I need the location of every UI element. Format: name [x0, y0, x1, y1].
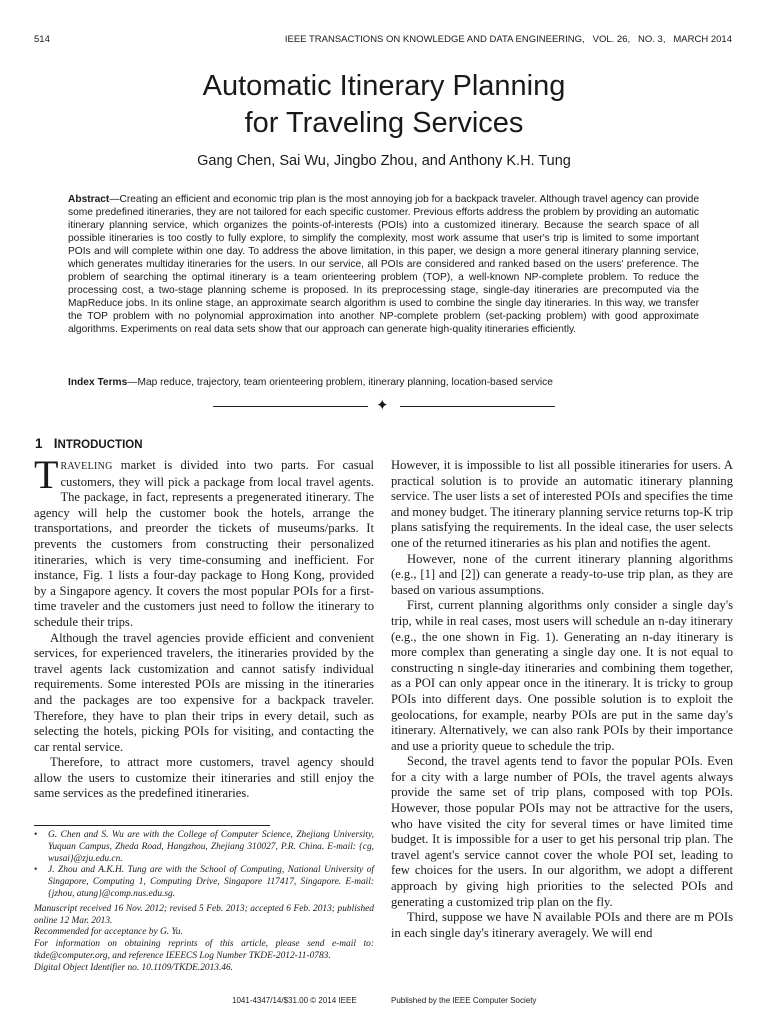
title-line-2: for Traveling Services	[244, 107, 524, 139]
running-header	[34, 34, 732, 48]
section-heading-introduction	[35, 436, 143, 451]
index-terms-text: —Map reduce, trajectory, team orienteering problem, itinerary planning, location-based service	[127, 377, 553, 388]
journal-citation: IEEE TRANSACTIONS ON KNOWLEDGE AND DATA ENGINEERING, VOL. 26, NO. 3, MARCH 2014	[284, 34, 732, 45]
title-line-1: Automatic Itinerary Planning	[202, 70, 566, 102]
recommended-by: Recommended for acceptance by G. Yu.	[34, 927, 183, 938]
reprint-info: For information on obtaining reprints of this article, please send e-mail to: tkde@computer.org, and reference IEEECS Log Number TKDE-2012-11-0783.	[34, 939, 374, 961]
section-title-rest: NTRODUCTION	[57, 439, 143, 451]
index-terms-label: Index Terms	[68, 377, 128, 388]
paragraph: Although the travel agencies provide efficient and convenient services, for experienced travelers, the itineraries provided by the travel agents lack customization and cannot satisfy individual requirements. Some interested POIs are missing in the itineraries and the packages are too expensive for a backpack traveler. Therefore, they have to plan their trips in every detail, such as selecting the hotels, picking POIs for visiting, and contacting the car rental service.	[34, 630, 374, 754]
paragraph	[34, 452, 374, 631]
copyright-line: 1041-4347/14/$31.00 © 2014 IEEE	[232, 996, 357, 1005]
left-column	[34, 452, 374, 802]
paragraph: Third, suppose we have N available POIs and there are m POIs in each single day's itinerary averagely. We will end	[391, 910, 733, 940]
page-number: 514	[34, 34, 50, 45]
footnote-affiliation: • G. Chen and S. Wu are with the College of Computer Science, Zhejiang University, Yuquan Campus, Zheda Road, Hangzhou, Zhejiang 310027, P.R. China. E-mail: {cg, wusai}@zju.edu.cn.	[34, 830, 374, 864]
divider-rule-left	[213, 406, 368, 407]
footnote-affiliation: • J. Zhou and A.K.H. Tung are with the School of Computing, National University of Singapore, Computing 1, Computing Drive, Singapore 117417, Singapore. E-mail: {jzhou, atung}@comp.nus.edu.sg.	[34, 865, 374, 899]
footnote-text: J. Zhou and A.K.H. Tung are with the School of Computing, National University of Singapore, Computing 1, Computing Drive, Singapore 117417, Singapore. E-mail: {jzhou, atung}@comp.nus.edu.sg.	[48, 865, 374, 899]
divider-ornament-icon: ✦	[376, 398, 389, 414]
paragraph: However, it is impossible to list all possible itineraries for users. A practical solution is to provide an automatic itinerary planning service. The user lists a set of interested POIs and specifies the time and money budget. The itinerary planning service returns top-K trip plans satisfying the requirements. In the ideal case, the user selects one of the returned itineraries as his plan and notifies the agent.	[391, 458, 733, 550]
footnotes	[34, 830, 374, 975]
paragraph-text: market is divided into two parts. For casual customers, they will pick a package from local travel agents. The package, in fact, represents a pregenerated itinerary. The agency will help the customer book the hotels, arrange the transportations, and preorder the tickets of museums/parks. It prevents the customers from constructing their personalized itineraries, which is very time-consuming and inefficient. For instance, Fig. 1 lists a four-day package to Hong Kong, provided by a Singapore agency. It covers the most popular POIs for a first-time traveler and the customers just need to follow the itinerary to schedule their trips.	[34, 458, 374, 629]
section-title-initial: I	[53, 436, 58, 451]
abstract-text: —Creating an efficient and economic trip plan is the most annoying job for a backpack traveler. Although travel agency can provide some predefined itineraries, they are not tailored for each specific customer. Previous efforts address the problem by providing an automatic itinerary planning service, which organizes the points-of-interests (POIs) into a customized itinerary. Because the search space of all possible itineraries is too costly to fully explore, to simplify the complexity, most work assume that user's trip is limited to some important POIs and will complete within one day. To address the above limitation, in this paper, we design a more general itinerary planning service, which generates multiday itineraries for the users. In our service, all POIs are considered and ranked based on the users' preference. The problem of searching the optimal itinerary is a team orienteering problem (TOP), a well-known NP-complete problem. To reduce the processing cost, a two-stage planning scheme is proposed. In its preprocessing stage, single-day itineraries are precomputed via the MapReduce jobs. In its online stage, an approximate search algorithm is used to combine the single day itineraries. In this way, we transfer the TOP problem with no polynomial approximation into another NP-complete problem (set-packing problem) with good approximate algorithms. Experiments on real data sets show that our approach can generate high-quality itineraries efficiently.	[68, 194, 699, 335]
footnote-text: G. Chen and S. Wu are with the College of Computer Science, Zhejiang University, Yuquan Campus, Zheda Road, Hangzhou, Zhejiang 310027, P.R. China. E-mail: {cg, wusai}@zju.edu.cn.	[48, 830, 374, 864]
drop-cap: T	[34, 452, 59, 497]
paragraph: Therefore, to attract more customers, travel agency should allow the users to customize their itineraries and still enjoy the same services as the predefined itineraries.	[34, 755, 374, 801]
doi: Digital Object Identifier no. 10.1109/TKDE.2013.46.	[34, 962, 234, 973]
footnote-rule	[34, 825, 270, 826]
paragraph: However, none of the current itinerary planning algorithms (e.g., [1] and [2]) can generate a ready-to-use trip plan, as they are based on various assumptions.	[391, 551, 733, 597]
paragraph: Second, the travel agents tend to favor the popular POIs. Even for a city with a large number of POIs, the travel agents always provide the same set of trip plans, composed with top POIs. However, those popular POIs may not be attractive for the users, who have visited the city for several times or have limited time budget. It is impossible for a user to get his personal trip plan. The travel agent's service cannot cover the whole POI set, leading to few choices for the users. In our algorithm, we adopt a different approach by giving high priorities to the selected POIs and generating a customized trip plan on the fly.	[391, 754, 733, 909]
paragraph: First, current planning algorithms only consider a single day's trip, while in real cases, most users will schedule an n-day itinerary (e.g., the one shown in Fig. 1). Generating an n-day itinerary is more complex than generating a single day one. It is not equal to constructing n single-day itineraries and combining them together, as a POI can only appear once in the itinerary. It is tricky to group POIs into different days. One possible solution is to exploit the geolocations, for example, nearby POIs are put in the same day's itinerary. Alternatively, we can also rank POIs by their importance and use a priority queue to schedule the trip.	[391, 598, 733, 753]
paper-title	[0, 68, 768, 142]
publisher-line: Published by the IEEE Computer Society	[391, 996, 537, 1005]
abstract-label: Abstract	[68, 194, 110, 205]
author-list: Gang Chen, Sai Wu, Jingbo Zhou, and Anthony K.H. Tung	[197, 153, 571, 169]
manuscript-dates: Manuscript received 16 Nov. 2012; revised 5 Feb. 2013; accepted 6 Feb. 2013; published online 12 Mar. 2013.	[34, 903, 374, 926]
abstract	[68, 193, 699, 336]
section-number: 1	[35, 436, 43, 451]
index-terms	[68, 376, 699, 389]
lead-small-caps: RAVELING	[60, 461, 113, 472]
right-column	[391, 458, 733, 941]
divider-rule-right	[400, 406, 555, 407]
